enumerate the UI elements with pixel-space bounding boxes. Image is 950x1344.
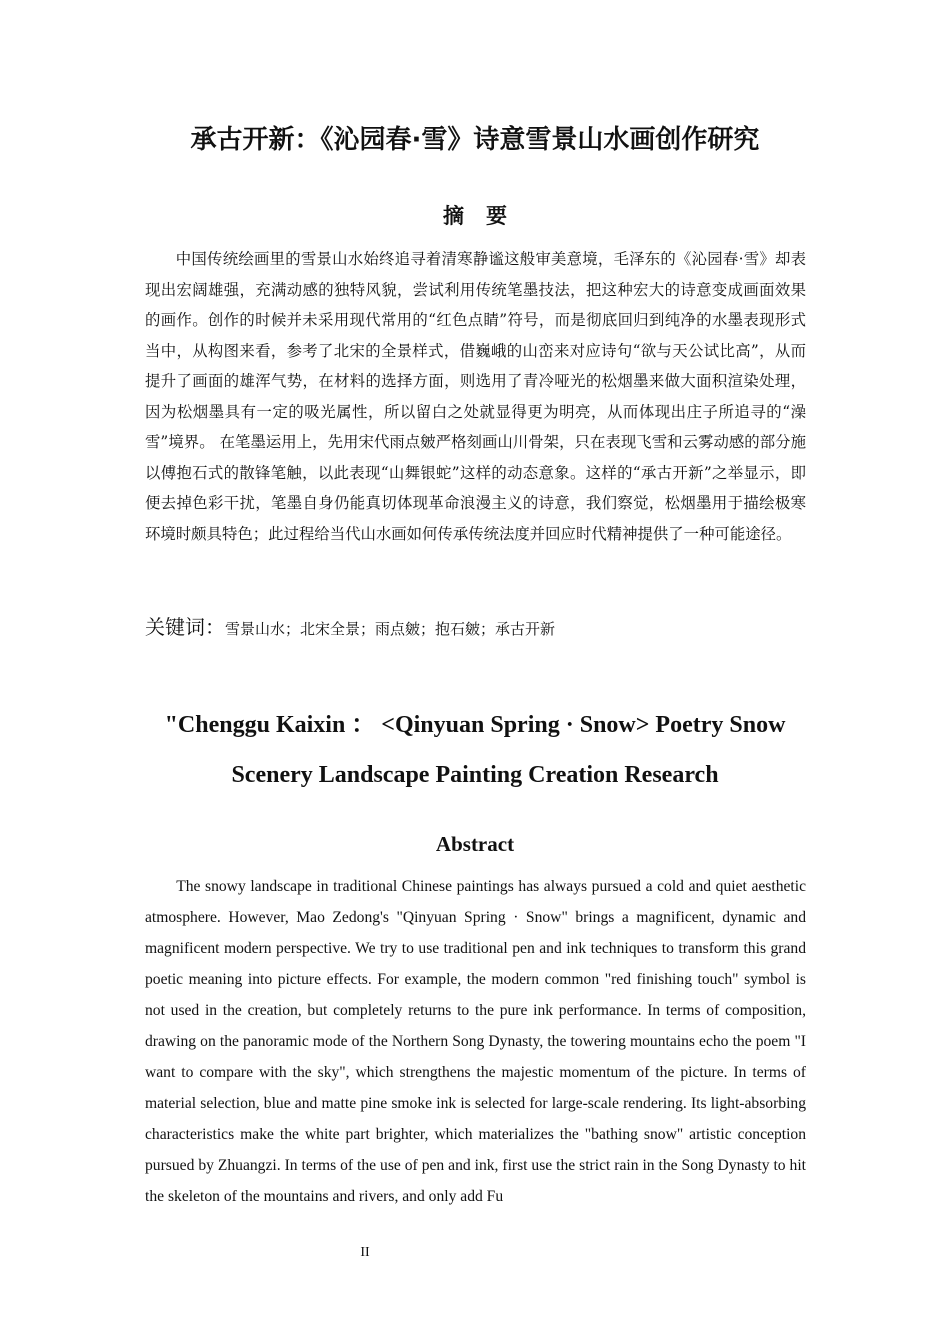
page-title-chinese: 承古开新：《沁园春·雪》诗意雪景山水画创作研究	[190, 125, 760, 155]
keywords-label: 关键词：	[145, 615, 225, 639]
page-title-english: "Chenggu Kaixin ： <Qinyuan Spring · Snow> Poetry Snow Scenery Landscape Painting Creation Research	[164, 712, 786, 788]
abstract-body-english: The snowy landscape in traditional Chinese paintings has always pursued a cold and quiet aesthetic atmosphere. However, Mao Zedong's "Qinyuan Spring · Snow" brings a magnificent, dynamic and magnificent modern perspective. We try to use traditional pen and ink techniques to transform this grand poetic meaning into picture effects. For example, the modern common "red finishing touch" symbol is not used in the creation, but completely returns to the pure ink performance. In terms of composition, drawing on the panoramic mode of the Northern Song Dynasty, the towering mountains echo the poem "I want to compare with the sky", which strengthens the majestic momentum of the picture. In terms of material selection, blue and matte pine smoke ink is selected for large-scale rendering. Its light-absorbing characteristics make the white part brighter, which materializes the "bathing snow" artistic conception pursued by Zhuangzi. In terms of the use of pen and ink, first use the strict rain in the Song Dynasty to hit the skeleton of the mountains and rivers, and only add Fu	[145, 878, 806, 1205]
keywords-value: 雪景山水；北宋全景；雨点皴；抱石皴；承古开新	[225, 620, 556, 638]
abstract-heading-chinese: 摘要	[443, 204, 529, 228]
keywords-line-chinese	[145, 610, 806, 647]
abstract-heading-english: Abstract	[435, 832, 515, 856]
abstract-body-chinese: 中国传统绘画里的雪景山水始终追寻着清寒静谧这般审美意境，毛泽东的《沁园春·雪》却表现出宏阔雄强，充满动感的独特风貌，尝试利用传统笔墨技法，把这种宏大的诗意变成画面效果的画作。创作的时候并未采用现代常用的“红色点睛”符号，而是彻底回归到纯净的水墨表现形式当中，从构图来看，参考了北宋的全景样式，借巍峨的山峦来对应诗句“欲与天公试比高”，从而提升了画面的雄浑气势，在材料的选择方面，则选用了青冷哑光的松烟墨来做大面积渲染处理，因为松烟墨具有一定的吸光属性，所以留白之处就显得更为明亮，从而体现出庄子所追寻的“澡雪”境界。 在笔墨运用上，先用宋代雨点皴严格刻画山川骨架，只在表现飞雪和云雾动感的部分施以傅抱石式的散锋笔触，以此表现“山舞银蛇”这样的动态意象。这样的“承古开新”之举显示，即便去掉色彩干扰，笔墨自身仍能真切体现革命浪漫主义的诗意，我们察觉，松烟墨用于描绘极寒环境时颇具特色；此过程给当代山水画如何传承传统法度并回应时代精神提供了一种可能途径。	[145, 250, 806, 543]
page-number: II	[360, 1245, 370, 1260]
